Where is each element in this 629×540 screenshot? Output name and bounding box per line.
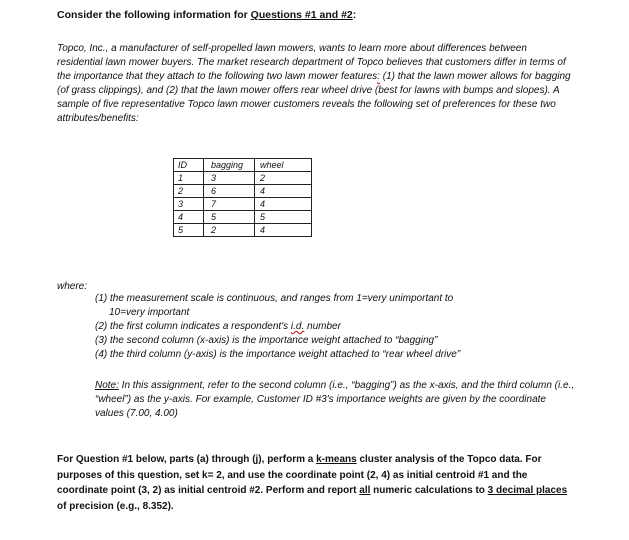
cell-bagging: 5: [204, 211, 255, 224]
note-paragraph: [95, 379, 575, 421]
question-all: all: [359, 485, 371, 496]
cell-id: 5: [174, 224, 204, 237]
cell-id: 4: [174, 211, 204, 224]
definition-1-continued: 10=very important: [109, 307, 190, 318]
cell-wheel: 4: [255, 224, 312, 237]
cell-wheel: 4: [255, 185, 312, 198]
definition-3: (3) the second column (x-axis) is the importance weight attached to “bagging”: [95, 335, 438, 346]
page-heading: [57, 9, 356, 21]
definition-2: [95, 320, 565, 334]
intro-colon: :: [377, 71, 380, 82]
table-row: [174, 172, 312, 185]
cell-bagging: 7: [204, 198, 255, 211]
cell-bagging: 2: [204, 224, 255, 237]
cell-bagging: 6: [204, 185, 255, 198]
table-row: [174, 211, 312, 224]
note-text: In this assignment, refer to the second column (i.e., “bagging”) as the x-axis, and the third column (i.e., “wheel”) as the y-axis. For example, Customer ID #3's importance weights are given by the coordinate values (7.00, 4.00): [95, 380, 575, 419]
heading-suffix: :: [352, 9, 357, 21]
question-text-3: numeric calculations to: [370, 485, 488, 496]
table-header-row: [174, 159, 312, 172]
question-decimal-places: 3 decimal places: [487, 485, 568, 496]
intro-text-part2: (1) that the lawn mower allows for bagging (of grass clippings), and (2) that the lawn mower offers rear wheel drive (best for lawns with bumps and slopes). A sample of five representative Topco lawn mower customers reveals the following set of preferences for these two attributes/benefits:: [57, 71, 571, 124]
table-row: [174, 198, 312, 211]
cell-wheel: 5: [255, 211, 312, 224]
header-id: ID: [174, 159, 204, 172]
preferences-table: [173, 158, 312, 237]
definition-2-prefix: (2) the first column indicates a respondent's: [95, 321, 291, 332]
cell-id: 3: [174, 198, 204, 211]
question-text-2: cluster analysis of the Topco data. For purposes of this question, set k= 2, and use the coordinate point (2, 4) as initial centroid #1 and the coordinate point (3, 2) as initial centroid #2. Perform and report: [57, 454, 542, 496]
intro-text-part1: Topco, Inc., a manufacturer of self-propelled lawn mowers, wants to learn more about differences between residential lawn mower buyers. The market research department of Topco believes that customers differ in terms of the importance that they attach to the following two lawn mower features: [57, 43, 566, 82]
cell-wheel: 4: [255, 198, 312, 211]
definitions-list: [95, 292, 565, 362]
definition-1: (1) the measurement scale is continuous, and ranges from 1=very unimportant to: [95, 293, 454, 304]
definition-2-suffix: number: [304, 321, 341, 332]
intro-paragraph: [57, 42, 572, 126]
cell-id: 1: [174, 172, 204, 185]
cell-bagging: 3: [204, 172, 255, 185]
question-kmeans: k-means: [316, 454, 357, 465]
header-wheel: wheel: [255, 159, 312, 172]
heading-prefix: Consider the following information for: [57, 9, 251, 21]
cell-id: 2: [174, 185, 204, 198]
question-text-4: of precision (e.g., 8.352).: [57, 500, 174, 512]
header-bagging: bagging: [204, 159, 255, 172]
note-label: Note:: [95, 380, 119, 391]
cell-wheel: 2: [255, 172, 312, 185]
question-text-1: For Question #1 below, parts (a) through (j), perform a: [57, 454, 317, 465]
table-row: [174, 185, 312, 198]
where-label: where:: [57, 281, 88, 292]
definition-4: (4) the third column (y-axis) is the importance weight attached to “rear wheel drive”: [95, 349, 461, 360]
heading-questions-ref: Questions #1 and #2: [250, 9, 353, 21]
definition-2-id: i.d.: [290, 321, 305, 332]
table-row: [174, 224, 312, 237]
question-paragraph: [57, 452, 577, 514]
